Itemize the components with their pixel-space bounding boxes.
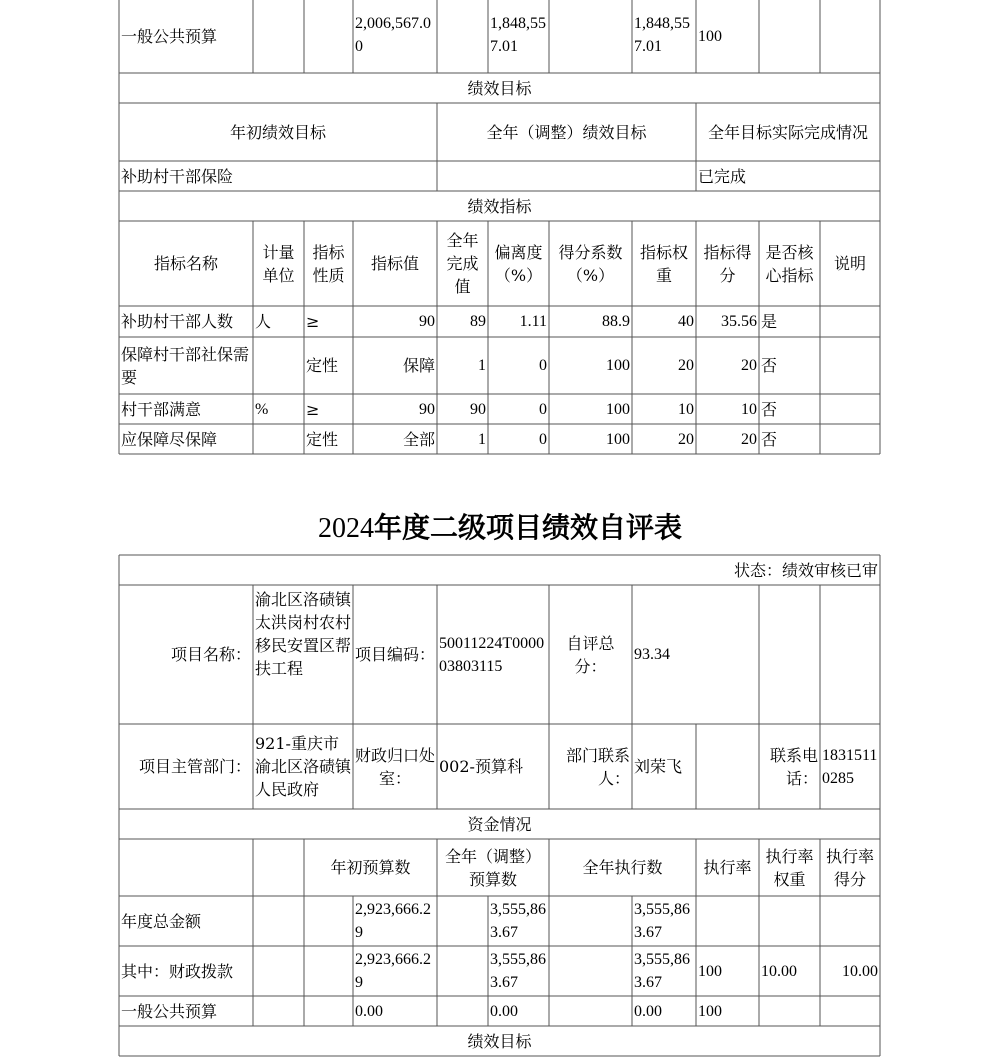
goal-col-adjusted: 全年（调整）绩效目标 [486,122,647,142]
contact-label: 部门联系人： [565,745,630,788]
project-code: 50011224T000003803115 [439,634,545,675]
funds-col-score: 执行率得分 [825,846,874,889]
goal-col-initial: 年初绩效目标 [229,122,326,142]
funds-col-executed: 全年执行数 [582,858,663,877]
indicator-weight: 20 [678,430,694,448]
indicator-coefficient: 88.9 [602,313,630,330]
page-title [0,508,1000,549]
project-name: 渝北区洛碛镇太洪岗村农村移民安置区帮扶工程 [255,590,352,678]
indicator-deviation: 0 [539,357,547,374]
indicator-value: 90 [419,400,435,418]
finance: 002-预算科 [439,757,523,776]
col-done: 全年完成值 [446,231,479,296]
col-weight: 指标权重 [639,242,688,285]
indicator-coefficient: 100 [606,357,630,374]
funds-row-executed: 3,555,863.67 [634,951,690,991]
col-nature: 指标性质 [312,242,345,285]
col-core: 是否核心指标 [765,242,814,285]
funds-col-weight: 执行率权重 [765,846,814,889]
funds-row-label: 一般公共预算 [121,1001,218,1021]
funds-row-initial: 0.00 [355,1002,383,1020]
col-indicator-name: 指标名称 [153,254,218,273]
self-score-label: 自评总分： [566,633,615,676]
funds-row-weight [759,896,820,946]
goal-actual: 已完成 [698,166,747,186]
indicator-note [820,424,880,454]
project-name-label: 项目名称： [170,645,251,664]
budget-row-adjusted: 1,848,557.01 [490,15,546,55]
indicator-unit [253,424,304,454]
indicator-weight: 10 [678,400,694,418]
indicator-done: 1 [478,430,486,448]
goal-col-actual: 全年目标实际完成情况 [707,122,868,142]
indicator-note [820,306,880,337]
indicator-done: 89 [470,313,486,330]
funds-row-adjusted: 0.00 [490,1002,518,1020]
finance-label: 财政归口处室： [355,745,436,788]
indicator-done: 1 [478,357,486,374]
indicator-note [820,337,880,394]
indicator-nature: ≥ [306,312,320,331]
col-score: 指标得分 [703,242,752,285]
funds-row-rate: 100 [698,962,722,980]
indicator-nature: 定性 [306,429,339,449]
indicator-deviation: 0 [539,430,547,448]
goal-adjusted [437,161,696,191]
indicator-weight: 40 [678,313,694,330]
indicator-core: 否 [761,356,778,375]
funds-row-rate: 100 [698,1002,722,1020]
col-unit: 计量单位 [262,242,295,285]
dept: 921-重庆市渝北区洛碛镇人民政府 [255,734,352,799]
indicator-name: 补助村干部人数 [121,312,234,331]
indicator-unit [253,337,304,394]
indicator-deviation: 1.11 [519,313,547,330]
funds-header: 资金情况 [467,814,532,834]
title-text: 年度二级项目绩效自评表 [373,511,682,544]
funds-col-rate: 执行率 [703,858,752,877]
indicator-name: 应保障尽保障 [121,429,218,449]
bottom-goals-header: 绩效目标 [467,1031,532,1051]
self-score: 93.34 [634,646,670,663]
indicator-coefficient: 100 [606,430,630,448]
phone: 18315110285 [822,746,878,787]
funds-row-adjusted: 3,555,863.67 [490,951,546,991]
funds-row-label: 其中：财政拨款 [121,961,234,981]
dept-label: 项目主管部门： [138,757,251,776]
contact: 刘荣飞 [634,757,683,776]
indicator-done: 90 [470,400,486,418]
goal-initial: 补助村干部保险 [121,166,234,186]
funds-row-rate [696,896,759,946]
phone-label: 联系电话： [769,745,818,788]
budget-row-executed: 1,848,557.01 [634,15,690,55]
funds-col-initial: 年初预算数 [330,858,411,877]
indicator-unit: 人 [255,312,272,331]
indicator-core: 是 [761,312,778,331]
indicator-nature: ≥ [306,399,320,419]
indicators-header: 绩效指标 [467,196,532,216]
indicator-deviation: 0 [539,400,547,418]
budget-row-initial: 2,006,567.00 [355,15,431,55]
indicator-name: 村干部满意 [121,399,202,419]
funds-row-score [820,996,880,1026]
budget-row-label: 一般公共预算 [121,27,218,46]
indicator-score: 20 [741,430,757,448]
indicator-weight: 20 [678,357,694,374]
funds-row-weight: 10.00 [761,962,797,980]
funds-row-label: 年度总金额 [121,911,202,931]
col-value: 指标值 [370,254,419,273]
funds-row-adjusted: 3,555,863.67 [490,901,546,941]
col-deviation: 偏离度（%） [494,242,543,285]
status-text: 状态：绩效审核已审 [733,560,878,580]
indicator-score: 10 [741,400,757,418]
col-note: 说明 [833,254,866,273]
indicator-core: 否 [761,399,778,419]
indicator-name: 保障村干部社保需要 [121,344,250,387]
indicator-value: 全部 [402,429,435,449]
project-code-label: 项目编码： [355,645,436,664]
funds-row-initial: 2,923,666.29 [355,951,431,991]
funds-col-adjusted: 全年（调整）预算数 [444,846,541,889]
funds-row-executed: 3,555,863.67 [634,901,690,941]
funds-row-weight [759,996,820,1026]
title-year: 2024 [317,513,374,544]
indicator-core: 否 [761,429,778,449]
funds-row-initial: 2,923,666.29 [355,901,431,941]
funds-row-score: 10.00 [842,962,878,980]
indicator-coefficient: 100 [606,400,630,418]
funds-row-executed: 0.00 [634,1002,662,1020]
indicator-score: 35.56 [721,313,757,330]
funds-row-score [820,896,880,946]
col-coefficient: 得分系数（%） [558,242,623,285]
indicator-nature: 定性 [306,356,339,375]
indicator-score: 20 [741,357,757,374]
indicator-note [820,394,880,424]
budget-row-rate: 100 [698,28,722,45]
indicator-value: 90 [419,313,435,330]
goals-header: 绩效目标 [467,78,532,98]
indicator-value: 保障 [402,356,435,375]
indicator-unit: % [255,400,269,418]
